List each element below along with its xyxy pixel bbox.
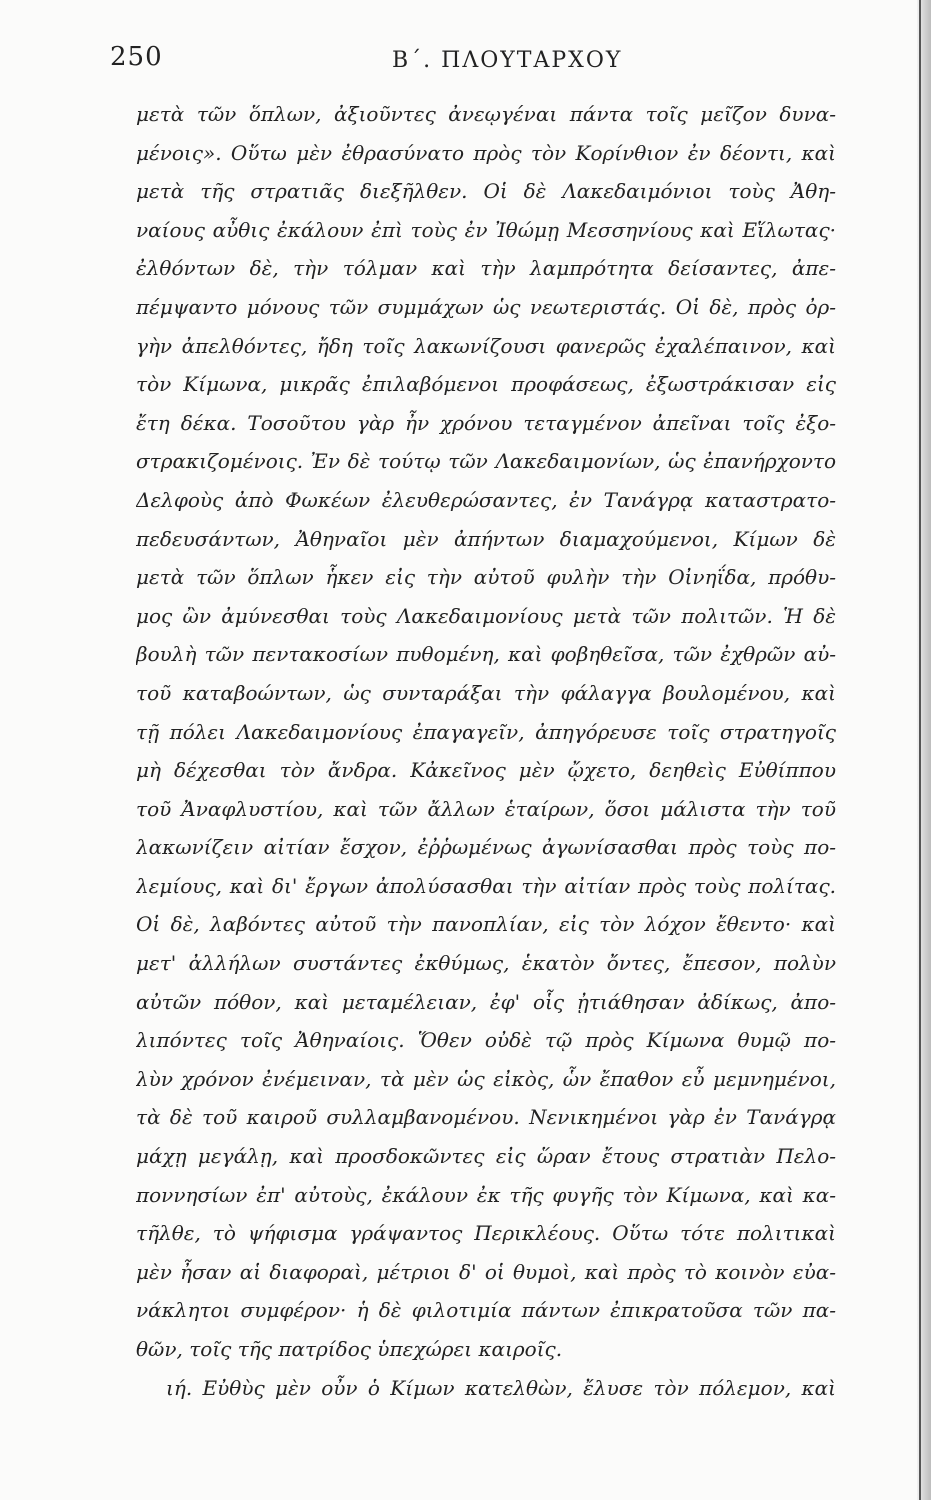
text-line: τὸν Κίμωνα, μικρᾶς ἐπιλαβόμενοι προφάσεως, ἐξωστράκισαν εἰς: [136, 372, 836, 397]
text-line: μένοις». Οὕτω μὲν ἐθρασύνατο πρὸς τὸν Κορίνθιον ἐν δέοντι, καὶ: [136, 140, 836, 165]
text-line: λακωνίζειν αἰτίαν ἔσχον, ἐῤῥωμένως ἀγωνίσασθαι πρὸς τοὺς πο-: [136, 835, 836, 860]
running-title: Β΄. ΠΛΟΥΤΑΡΧΟΥ: [392, 48, 623, 73]
text-line: τοῦ καταβοώντων, ὡς συνταράξαι τὴν φάλαγγα βουλομένου, καὶ: [136, 680, 836, 705]
text-line: μος ὢν ἀμύνεσθαι τοὺς Λακεδαιμονίους μετὰ τῶν πολιτῶν. Ἡ δὲ: [136, 603, 836, 628]
text-line: μετὰ τῆς στρατιᾶς διεξῆλθεν. Οἱ δὲ Λακεδαιμόνιοι τοὺς Ἀθη-: [136, 179, 836, 204]
text-line: τῇ πόλει Λακεδαιμονίους ἐπαγαγεῖν, ἀπηγόρευσε τοῖς στρατηγοῖς: [136, 719, 836, 744]
text-line: Οἱ δὲ, λαβόντες αὐτοῦ τὴν πανοπλίαν, εἰς τὸν λόχον ἔθεντο· καὶ: [136, 912, 836, 937]
text-line: ἔτη δέκα. Τοσοῦτου γὰρ ἦν χρόνου τεταγμένον ἀπεῖναι τοῖς ἐξο-: [136, 410, 836, 435]
text-line: πέμψαντο μόνους τῶν συμμάχων ὡς νεωτεριστάς. Οἱ δὲ, πρὸς ὀρ-: [136, 294, 836, 319]
text-line: νάκλητοι συμφέρον· ἡ δὲ φιλοτιμία πάντων ἐπικρατοῦσα τῶν πα-: [136, 1298, 836, 1323]
body-text: [136, 95, 836, 1407]
page-header: [110, 42, 830, 82]
text-line: τοῦ Ἀναφλυστίου, καὶ τῶν ἄλλων ἑταίρων, ὅσοι μάλιστα τὴν τοῦ: [136, 796, 836, 821]
text-line: ἐλθόντων δὲ, τὴν τόλμαν καὶ τὴν λαμπρότητα δείσαντες, ἀπε-: [136, 256, 836, 281]
text-line: Δελφοὺς ἀπὸ Φωκέων ἐλευθερώσαντες, ἐν Τανάγρᾳ καταστρατο-: [136, 487, 836, 512]
paragraph-end-line: θῶν, τοῖς τῆς πατρίδος ὑπεχώρει καιροῖς.: [136, 1337, 563, 1361]
text-line: λεμίους, καὶ δι' ἔργων ἀπολύσασθαι τὴν αἰτίαν πρὸς τοὺς πολίτας.: [136, 873, 836, 898]
text-line: μὴ δέχεσθαι τὸν ἄνδρα. Κἀκεῖνος μὲν ᾤχετο, δεηθεὶς Εὐθίππου: [136, 758, 836, 783]
text-line: βουλὴ τῶν πεντακοσίων πυθομένη, καὶ φοβηθεῖσα, τῶν ἐχθρῶν αὐ-: [136, 642, 836, 667]
page-edge-line: [919, 0, 921, 1500]
text-line: τὰ δὲ τοῦ καιροῦ συλλαμβανομένου. Νενικημένοι γὰρ ἐν Τανάγρᾳ: [136, 1105, 836, 1130]
text-line: μετὰ τῶν ὅπλων ἧκεν εἰς τὴν αὐτοῦ φυλὴν τὴν Οἰνηΐδα, πρόθυ-: [136, 565, 836, 590]
text-line: μετ' ἀλλήλων συστάντες ἐκθύμως, ἑκατὸν ὄντες, ἔπεσον, πολὺν: [136, 951, 836, 976]
text-line: λιπόντες τοῖς Ἀθηναίοις. Ὅθεν οὐδὲ τῷ πρὸς Κίμωνα θυμῷ πο-: [136, 1028, 836, 1053]
text-line: μετὰ τῶν ὅπλων, ἀξιοῦντες ἀνεῳγέναι πάντα τοῖς μεῖζον δυνα-: [136, 102, 836, 126]
text-line: τῆλθε, τὸ ψήφισμα γράψαντος Περικλέους. Οὕτω τότε πολιτικαὶ: [136, 1221, 836, 1246]
section-start-line: ιή. Εὐθὺς μὲν οὖν ὁ Κίμων κατελθὼν, ἔλυσε τὸν πόλεμον, καὶ: [166, 1375, 836, 1400]
text-line: μάχῃ μεγάλῃ, καὶ προσδοκῶντες εἰς ὥραν ἔτους στρατιὰν Πελο-: [136, 1144, 836, 1169]
text-line: γὴν ἀπελθόντες, ἤδη τοῖς λακωνίζουσι φανερῶς ἐχαλέπαινον, καὶ: [136, 333, 836, 358]
text-line: λὺν χρόνον ἐνέμειναν, τὰ μὲν ὡς εἰκὸς, ὧν ἔπαθον εὖ μεμνημένοι,: [136, 1066, 836, 1091]
text-line: μὲν ἦσαν αἱ διαφοραὶ, μέτριοι δ' οἱ θυμοὶ, καὶ πρὸς τὸ κοινὸν εὐα-: [136, 1259, 836, 1284]
text-line: ποννησίων ἐπ' αὐτοὺς, ἐκάλουν ἐκ τῆς φυγῆς τὸν Κίμωνα, καὶ κα-: [136, 1182, 836, 1207]
text-line: στρακιζομένοις. Ἐν δὲ τούτῳ τῶν Λακεδαιμονίων, ὡς ἐπανήρχοντο: [136, 449, 836, 474]
text-line: πεδευσάντων, Ἀθηναῖοι μὲν ἀπήντων διαμαχούμενοι, Κίμων δὲ: [136, 526, 836, 551]
text-line: αὐτῶν πόθον, καὶ μεταμέλειαν, ἐφ' οἷς ᾐτιάθησαν ἀδίκως, ἀπο-: [136, 989, 836, 1014]
page-number: 250: [110, 42, 163, 72]
text-line: ναίους αὖθις ἐκάλουν ἐπὶ τοὺς ἐν Ἰθώμῃ Μεσσηνίους καὶ Εἵλωτας·: [136, 217, 836, 242]
